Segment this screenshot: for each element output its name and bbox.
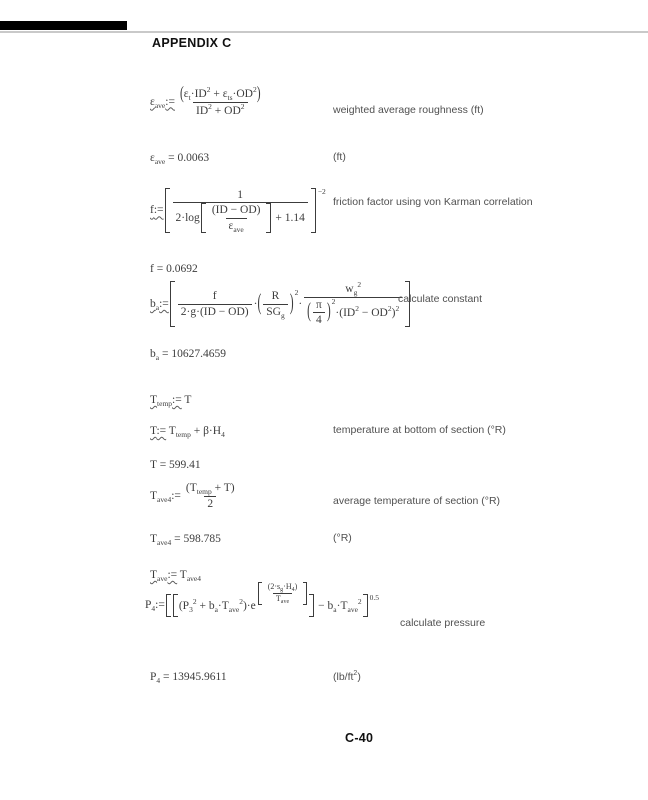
equation-temperature-def [150,424,225,439]
note-tave: average temperature of section (°R) [333,495,501,507]
equation-tave-assign [150,568,201,583]
note-pressure: calculate pressure [400,617,486,629]
eq-constant-lhs: $b_a:=$ [150,297,169,312]
log-term: 2·log [175,212,200,225]
exponent: 2 [294,288,299,298]
note-temperature: temperature at bottom of section (°R) [333,424,506,436]
left-paren: ( [307,301,312,323]
numerator-text: R [271,290,280,303]
equation-ttemp-assign [150,393,191,408]
inner-left-bracket [173,594,178,617]
inner-right-bracket [309,594,314,617]
pressure-minus-term: − $b_a\cdot T_{ave}^2$ [315,596,362,614]
numerator-text: $\varepsilon_t\cdot ID^2 + \varepsilon_{ts}\cdot OD^2$ [183,85,257,102]
assign-symbol: := [165,95,175,108]
left-paren: ( [257,291,262,316]
exponent: 2 [331,296,336,306]
inner-fraction [209,203,264,233]
temperature-value-text: T = 599.41 [150,459,201,471]
left-bracket [201,203,206,233]
paren-group-R-SG [257,289,298,319]
friction-value-text: f = 0.0692 [150,263,198,275]
fraction [177,83,264,118]
right-paren: ) [289,291,294,316]
eq-ttemp-rhs: T [181,394,192,407]
equation-roughness-value [150,151,209,166]
right-bracket [266,203,271,233]
eq-tave-assign-rhs: $T_{ave4}$ [177,569,202,583]
exponent-fraction [265,582,301,605]
eq-ttemp-lhs: $T_{temp}:=$ [150,394,182,408]
equation-pressure-value [150,670,227,685]
equation-pressure-def [145,582,380,617]
equation-friction-value [150,262,198,276]
right-bracket [311,188,316,233]
left-bracket [258,582,262,605]
numerator-text: $(T_{temp} + T)$ [185,482,235,496]
left-paren: ( [179,83,184,103]
equation-constant-def [150,281,411,327]
fraction [173,188,308,233]
header-black-bar [0,21,127,30]
appendix-title: APPENDIX C [152,36,232,50]
equation-temperature-value [150,458,201,472]
right-paren: ) [256,83,261,103]
denominator-text: $ID^2 + OD^2$ [196,101,245,117]
eq-temperature-rhs: $T_{temp} + \beta\cdot H_4$ [166,425,225,439]
numerator-text: $w_g^2$ [345,280,362,297]
equation-constant-value [150,347,226,362]
multiply-dot: · [253,297,258,310]
exponent-numerator: $(2\cdot s_g\cdot H_4)$ [267,582,298,593]
plus-term: + 1.14 [272,212,305,225]
fraction-f-over [178,289,252,319]
eq-tave-assign-lhs: $T_{ave}:=$ [150,569,178,583]
four: 4 [316,313,322,326]
equation-roughness-def [150,83,266,118]
left-bracket [165,188,170,233]
roughness-value-text: $\varepsilon_{ave} = 0.0063$ [150,152,210,166]
equation-tave-def [150,481,240,511]
inner-numerator: (ID − OD) [211,204,261,217]
tave-value-text: $T_{ave4} = 598.785$ [150,533,221,547]
eq-tave-lhs: $T_{ave4}:=$ [150,489,181,504]
eq-temperature-lhs: T:= [150,425,167,438]
header-rule [0,31,648,33]
inner-denominator: $\varepsilon_{ave}$ [228,219,244,234]
fraction [183,481,238,511]
numerator-text: f [212,290,217,303]
exponent: −2 [317,187,326,196]
multiply-dot: · [298,297,303,310]
area-term: $\cdot(ID^2 - OD^2)^2$ [335,303,400,319]
right-paren: ) [326,301,331,323]
note-roughness: weighted average roughness (ft) [333,104,484,116]
page-number: C-40 [345,731,374,745]
constant-value-text: $b_a = 10627.4659$ [150,348,226,362]
outer-right-bracket [363,594,368,617]
fraction-R-SG [263,289,287,319]
exponent: 0.5 [369,593,380,602]
numerator-text: 1 [237,189,244,201]
equation-friction-def [150,188,326,233]
denominator-text: $SG_g$ [266,305,285,320]
equation-tave-value [150,532,221,547]
left-bracket [170,281,175,327]
right-bracket [303,582,307,605]
fraction-pi-4 [313,298,325,328]
eq-roughness-lhs [150,95,175,110]
note-pressure-unit: $(lb/ft^2)$ [333,670,361,683]
exponent-denominator: $T_{ave}$ [275,594,290,605]
note-tave-unit: (°R) [333,532,352,544]
fraction-w-area [304,281,402,327]
denominator-text: 2 [207,497,214,510]
eq-pressure-lhs: $P_4:=$ [145,599,165,614]
pi-symbol: π [316,298,322,311]
e-exponent-group [257,582,309,605]
note-friction: friction factor using von Karman correlation [333,196,533,208]
note-constant: calculate constant [398,293,483,305]
var-eps: ε [150,95,155,108]
outer-left-bracket [166,594,171,617]
pressure-value-text: $P_4 = 13945.9611$ [150,671,227,685]
pressure-base-term: $(P_3^2 + b_a\cdot T_{ave}^2)\cdot e$ [178,596,256,614]
eq-friction-lhs: f:= [150,204,164,217]
denominator-text: 2·g·(ID − OD) [180,305,249,318]
sub-ave: ave [154,100,166,110]
note-roughness-unit: (ft) [333,151,346,163]
paren-group-pi-4 [307,298,335,328]
